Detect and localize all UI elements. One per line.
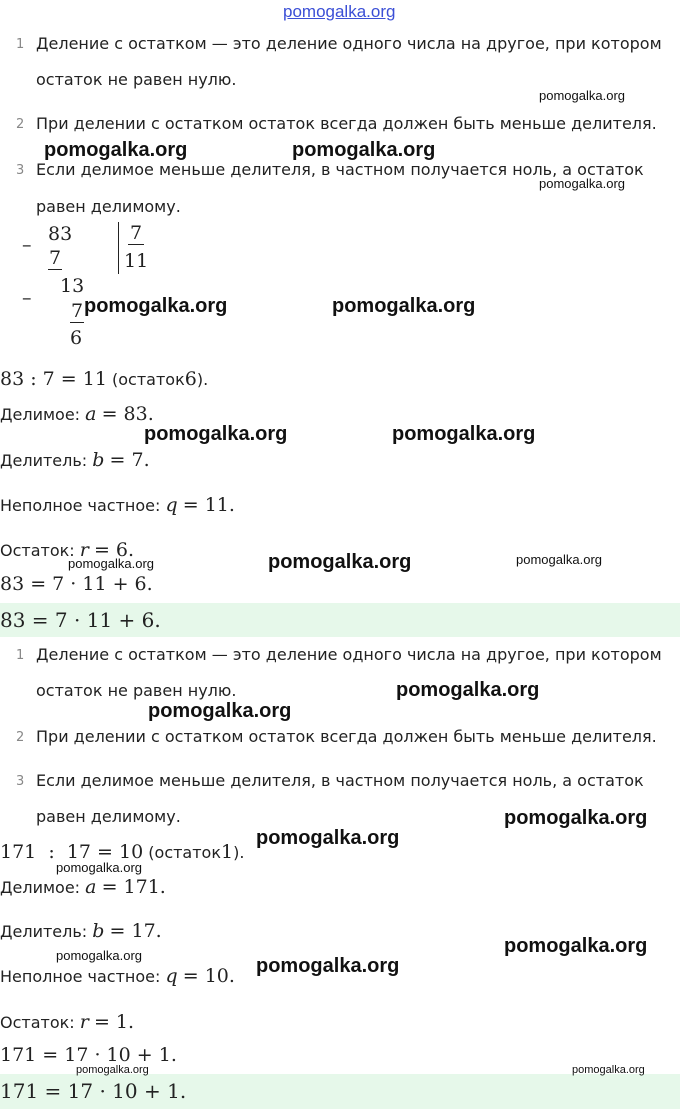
answer-equation: 83 = 7 · 11 + 6.	[0, 608, 161, 632]
dividend-label: Делимое:	[0, 405, 81, 424]
quotient-label: Неполное частное:	[0, 967, 161, 986]
remainder-note-number: 6	[184, 368, 197, 390]
list-number: 3	[16, 774, 25, 789]
remainder-label: Остаток:	[0, 1013, 75, 1032]
watermark: pomogalka.org	[44, 139, 188, 161]
watermark: pomogalka.org	[56, 860, 142, 875]
dividend-var: a	[85, 876, 97, 898]
list-number: 1	[16, 37, 25, 52]
remainder-note-number: 1	[221, 841, 234, 863]
site-link[interactable]: pomogalka.org	[283, 2, 396, 21]
watermark: pomogalka.org	[539, 88, 625, 103]
watermark: pomogalka.org	[572, 1064, 645, 1076]
list-item-text: Если делимое меньше делителя, в частном получается ноль, а остаток	[36, 160, 644, 179]
divisor-label: Делитель:	[0, 451, 88, 470]
remainder-step: 13	[60, 275, 85, 297]
result-line	[0, 368, 208, 390]
remainder-note: (остаток	[112, 370, 185, 389]
dividend-line-2	[0, 876, 166, 898]
remainder-var: r	[79, 1011, 89, 1033]
watermark: pomogalka.org	[539, 176, 625, 191]
divisor-value: = 7.	[109, 449, 150, 471]
dividend-value: = 83.	[101, 403, 154, 425]
division-bar	[118, 222, 119, 274]
answer-equation: 171 = 17 · 10 + 1.	[0, 1079, 187, 1103]
division-expression: 171 : 17 = 10	[0, 841, 144, 863]
watermark: pomogalka.org	[76, 1064, 149, 1076]
remainder-value: = 6.	[93, 539, 135, 561]
quotient-number: 11	[124, 250, 149, 272]
watermark: pomogalka.org	[332, 295, 476, 317]
dividend-var: a	[85, 403, 97, 425]
watermark: pomogalka.org	[292, 139, 436, 161]
list-number: 2	[16, 117, 25, 132]
watermark: pomogalka.org	[392, 423, 536, 445]
remainder-note-end: ).	[233, 843, 245, 862]
quotient-label: Неполное частное:	[0, 496, 161, 515]
dividend-line	[0, 403, 154, 425]
list-item-text: равен делимому.	[36, 807, 181, 826]
subtrahend-number: 7	[49, 247, 62, 269]
watermark: pomogalka.org	[504, 807, 648, 829]
answer-highlight	[0, 603, 680, 637]
watermark: pomogalka.org	[144, 423, 288, 445]
list-item-text: равен делимому.	[36, 197, 181, 216]
division-expression: 83 : 7 = 11	[0, 368, 107, 390]
remainder-final: 6	[70, 327, 83, 349]
watermark: pomogalka.org	[68, 556, 154, 571]
watermark: pomogalka.org	[256, 827, 400, 849]
quotient-value: = 11.	[182, 494, 235, 516]
divisor-number: 7	[130, 222, 143, 244]
minus-sign: –	[22, 234, 32, 256]
divisor-value: = 17.	[109, 920, 162, 942]
list-number: 2	[16, 730, 25, 745]
watermark: pomogalka.org	[256, 955, 400, 977]
watermark: pomogalka.org	[56, 948, 142, 963]
watermark: pomogalka.org	[396, 679, 540, 701]
list-item-text: остаток не равен нулю.	[36, 681, 237, 700]
watermark: pomogalka.org	[148, 700, 292, 722]
dividend-label: Делимое:	[0, 878, 81, 897]
remainder-label: Остаток:	[0, 541, 75, 560]
list-item-text: остаток не равен нулю.	[36, 70, 237, 89]
list-item-text: При делении с остатком остаток всегда должен быть меньше делителя.	[36, 114, 657, 133]
minus-sign: –	[22, 287, 32, 309]
divisor-line	[0, 449, 150, 471]
divisor-line-2	[0, 920, 162, 942]
quotient-line-2	[0, 965, 235, 987]
remainder-line-2	[0, 1011, 134, 1033]
watermark: pomogalka.org	[516, 552, 602, 567]
subtrahend-number: 7	[71, 300, 84, 322]
quotient-var: q	[165, 494, 178, 516]
quotient-value: = 10.	[182, 965, 235, 987]
remainder-var: r	[79, 539, 89, 561]
divisor-var: b	[92, 449, 105, 471]
quotient-var: q	[165, 965, 178, 987]
list-item-text: Если делимое меньше делителя, в частном получается ноль, а остаток	[36, 771, 644, 790]
watermark: pomogalka.org	[84, 295, 228, 317]
quotient-line	[0, 494, 235, 516]
divisor-label: Делитель:	[0, 922, 88, 941]
remainder-note: (остаток	[148, 843, 222, 862]
watermark: pomogalka.org	[268, 551, 412, 573]
remainder-value: = 1.	[93, 1011, 135, 1033]
divisor-var: b	[92, 920, 105, 942]
list-number: 1	[16, 648, 25, 663]
check-equation: 171 = 17 · 10 + 1.	[0, 1044, 177, 1066]
check-equation: 83 = 7 · 11 + 6.	[0, 573, 153, 595]
watermark: pomogalka.org	[504, 935, 648, 957]
list-item-text: При делении с остатком остаток всегда должен быть меньше делителя.	[36, 727, 657, 746]
list-number: 3	[16, 163, 25, 178]
list-item-text: Деление с остатком — это деление одного числа на другое, при котором	[36, 645, 662, 664]
dividend-number: 83	[48, 223, 73, 245]
dividend-value: = 171.	[101, 876, 166, 898]
answer-highlight	[0, 1074, 680, 1109]
remainder-note-end: ).	[196, 370, 209, 389]
list-item-text: Деление с остатком — это деление одного числа на другое, при котором	[36, 34, 662, 53]
